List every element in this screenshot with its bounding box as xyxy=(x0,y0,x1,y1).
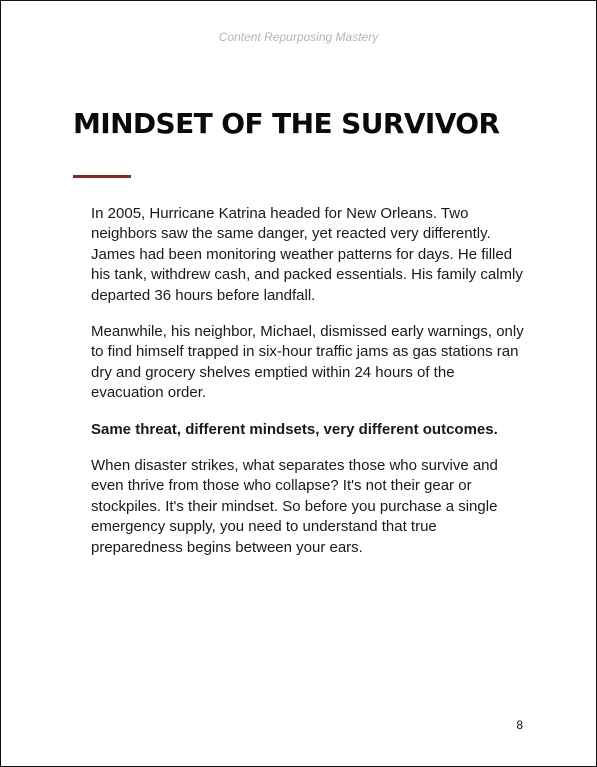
emphasis-statement: Same threat, different mindsets, very different outcomes. xyxy=(91,420,498,438)
body-text xyxy=(91,204,531,574)
title-underline-rule xyxy=(73,175,131,178)
page-number: 8 xyxy=(516,718,523,732)
chapter-title: MINDSET OF THE SURVIVOR xyxy=(73,107,500,140)
paragraph-katrina-intro: In 2005, Hurricane Katrina headed for New Orleans. Two neighbors saw the same danger, yet reacted very differently. James had been monitoring weather patterns for days. He filled his tank, withdrew cash, and packed essentials. His family calmly departed 36 hours before landfall. xyxy=(91,205,523,304)
paragraph-neighbor-michael: Meanwhile, his neighbor, Michael, dismissed early warnings, only to find himself trapped in six-hour traffic jams as gas stations ran dry and grocery shelves emptied within 24 hours of the evacuation order. xyxy=(91,323,524,402)
paragraph-mindset-conclusion: When disaster strikes, what separates those who survive and even thrive from those who collapse? It's not their gear or stockpiles. It's their mindset. So before you purchase a single emergency supply, you need to understand that true preparedness begins between your ears. xyxy=(91,457,498,556)
running-header: Content Repurposing Mastery xyxy=(218,30,379,44)
